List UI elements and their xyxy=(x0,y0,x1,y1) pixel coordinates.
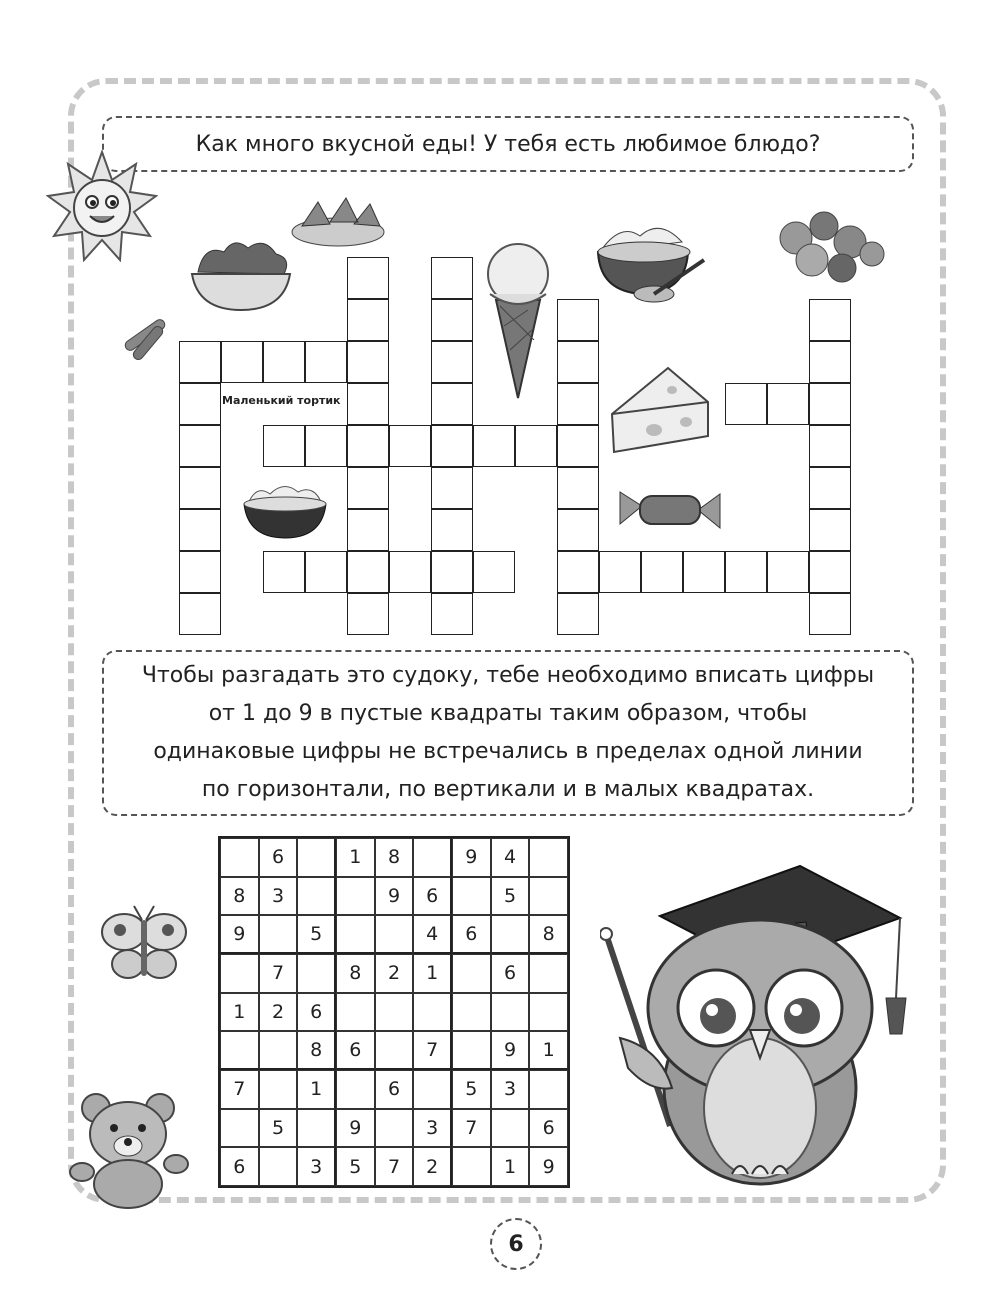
sudoku-cell: 6 xyxy=(297,993,336,1032)
crossword-cell[interactable] xyxy=(809,299,851,341)
sudoku-cell: 6 xyxy=(220,1147,259,1186)
sudoku-cell: 3 xyxy=(413,1109,452,1148)
sudoku-cell: 9 xyxy=(529,1147,568,1186)
butterfly-icon xyxy=(96,904,192,986)
crossword-cell[interactable] xyxy=(809,509,851,551)
sudoku-cell[interactable] xyxy=(259,1031,298,1070)
sudoku-cell: 5 xyxy=(336,1147,375,1186)
sudoku-grid xyxy=(218,836,570,1188)
sudoku-cell: 1 xyxy=(491,1147,530,1186)
header-question: Как много вкусной еды! У тебя есть любимое блюдо? xyxy=(102,116,914,172)
crossword-cell[interactable] xyxy=(641,551,683,593)
sudoku-cell: 5 xyxy=(297,915,336,954)
sudoku-cell: 7 xyxy=(220,1070,259,1109)
crossword-cell[interactable] xyxy=(557,467,599,509)
crossword-cell[interactable] xyxy=(431,341,473,383)
crossword-cell[interactable] xyxy=(305,551,347,593)
sudoku-cell: 1 xyxy=(413,954,452,993)
sudoku-cell: 7 xyxy=(413,1031,452,1070)
crossword-cell[interactable] xyxy=(263,425,305,467)
sudoku-cell: 4 xyxy=(413,915,452,954)
wrapped-candy-icon xyxy=(612,478,728,540)
sudoku-cell[interactable] xyxy=(259,915,298,954)
crossword-cell[interactable] xyxy=(557,551,599,593)
sudoku-cell: 1 xyxy=(336,838,375,877)
crossword-cell[interactable] xyxy=(431,593,473,635)
sudoku-cell: 6 xyxy=(491,954,530,993)
crossword-cell[interactable] xyxy=(809,551,851,593)
sudoku-cell: 5 xyxy=(452,1070,491,1109)
sudoku-cell: 2 xyxy=(375,954,414,993)
teddy-bear-icon xyxy=(68,1092,192,1210)
crossword-cell[interactable] xyxy=(431,299,473,341)
crossword-cell[interactable] xyxy=(179,593,221,635)
sudoku-cell: 6 xyxy=(529,1109,568,1148)
sudoku-cell: 6 xyxy=(336,1031,375,1070)
sudoku-cell[interactable] xyxy=(529,838,568,877)
sudoku-cell[interactable] xyxy=(491,993,530,1032)
sudoku-cell[interactable] xyxy=(297,838,336,877)
breadsticks-icon xyxy=(118,312,174,362)
sudoku-cell: 9 xyxy=(375,877,414,916)
page-number: 6 xyxy=(490,1218,542,1270)
sudoku-cell[interactable] xyxy=(452,954,491,993)
crossword-cell[interactable] xyxy=(179,551,221,593)
sudoku-cell: 5 xyxy=(491,877,530,916)
sudoku-cell[interactable] xyxy=(452,1031,491,1070)
crossword-cell[interactable] xyxy=(809,383,851,425)
cheese-icon xyxy=(608,362,712,458)
crossword-cell[interactable] xyxy=(557,509,599,551)
instruction-line: одинаковые цифры не встречались в пределах одной линии xyxy=(153,739,863,764)
sudoku-cell[interactable] xyxy=(375,915,414,954)
sudoku-cell: 1 xyxy=(220,993,259,1032)
sudoku-cell: 5 xyxy=(259,1109,298,1148)
sudoku-cell: 4 xyxy=(491,838,530,877)
sudoku-cell: 3 xyxy=(297,1147,336,1186)
crossword-cell[interactable] xyxy=(347,341,389,383)
owl-teacher-icon xyxy=(600,858,916,1188)
crossword-cell[interactable] xyxy=(179,425,221,467)
sudoku-cell[interactable] xyxy=(259,1147,298,1186)
crossword-cell[interactable] xyxy=(809,341,851,383)
instruction-line: Чтобы разгадать это судоку, тебе необходимо вписать цифры xyxy=(141,663,875,688)
sudoku-cell: 7 xyxy=(259,954,298,993)
instruction-line: по горизонтали, по вертикали и в малых квадратах. xyxy=(201,777,815,802)
dumplings-bowl-icon xyxy=(590,212,710,308)
crossword-cell[interactable] xyxy=(389,551,431,593)
sudoku-cell[interactable] xyxy=(491,1109,530,1148)
crossword-cell[interactable] xyxy=(599,551,641,593)
crossword-cell[interactable] xyxy=(389,425,431,467)
sudoku-instructions xyxy=(102,650,914,816)
sudoku-cell[interactable] xyxy=(529,1070,568,1109)
sudoku-cell: 3 xyxy=(259,877,298,916)
crossword-cell[interactable] xyxy=(473,425,515,467)
sudoku-cell: 1 xyxy=(529,1031,568,1070)
crossword-cell[interactable] xyxy=(179,341,221,383)
crossword-cell[interactable] xyxy=(263,551,305,593)
sudoku-cell: 8 xyxy=(336,954,375,993)
crossword-cell[interactable] xyxy=(347,257,389,299)
crossword-cell[interactable] xyxy=(431,425,473,467)
sudoku-cell: 1 xyxy=(297,1070,336,1109)
instruction-line: от 1 до 9 в пустые квадраты таким образом, чтобы xyxy=(208,701,808,726)
crossword-cell[interactable] xyxy=(305,425,347,467)
sudoku-cell[interactable] xyxy=(413,993,452,1032)
sudoku-cell[interactable] xyxy=(336,993,375,1032)
sudoku-cell[interactable] xyxy=(336,915,375,954)
sudoku-cell[interactable] xyxy=(297,954,336,993)
crossword-cell[interactable] xyxy=(347,425,389,467)
crossword-cell[interactable] xyxy=(431,509,473,551)
sudoku-cell: 9 xyxy=(220,915,259,954)
crossword-cell[interactable] xyxy=(809,467,851,509)
crossword-cell[interactable] xyxy=(557,341,599,383)
sudoku-cell: 6 xyxy=(452,915,491,954)
sudoku-cell: 6 xyxy=(375,1070,414,1109)
ice-cream-icon xyxy=(482,230,554,400)
sudoku-cell: 8 xyxy=(529,915,568,954)
crossword-cell[interactable] xyxy=(767,383,809,425)
sudoku-cell[interactable] xyxy=(375,1031,414,1070)
crossword-cell[interactable] xyxy=(179,509,221,551)
crossword-cell[interactable] xyxy=(347,551,389,593)
sudoku-cell: 7 xyxy=(375,1147,414,1186)
sudoku-cell: 3 xyxy=(491,1070,530,1109)
crossword-cell[interactable] xyxy=(767,551,809,593)
crossword-cell[interactable] xyxy=(683,551,725,593)
sudoku-cell[interactable] xyxy=(297,1109,336,1148)
crossword-cell[interactable] xyxy=(725,551,767,593)
crossword-cell[interactable] xyxy=(263,341,305,383)
crossword-hint-label: Маленький тортик xyxy=(222,394,341,407)
crossword-cell[interactable] xyxy=(557,383,599,425)
sudoku-cell[interactable] xyxy=(220,1109,259,1148)
sudoku-cell[interactable] xyxy=(491,915,530,954)
crossword-cell[interactable] xyxy=(347,509,389,551)
sudoku-cell[interactable] xyxy=(529,993,568,1032)
sudoku-cell: 7 xyxy=(452,1109,491,1148)
crossword-cell[interactable] xyxy=(473,551,515,593)
sudoku-cell[interactable] xyxy=(336,1070,375,1109)
sudoku-cell[interactable] xyxy=(452,1147,491,1186)
crossword-cell[interactable] xyxy=(515,425,557,467)
sudoku-cell[interactable] xyxy=(259,1070,298,1109)
sudoku-cell: 2 xyxy=(259,993,298,1032)
sudoku-cell: 8 xyxy=(375,838,414,877)
crossword-cell[interactable] xyxy=(179,467,221,509)
sudoku-cell[interactable] xyxy=(529,877,568,916)
crossword-cell[interactable] xyxy=(431,551,473,593)
crossword-cell[interactable] xyxy=(557,425,599,467)
sudoku-cell: 9 xyxy=(452,838,491,877)
crossword-cell[interactable] xyxy=(431,383,473,425)
sudoku-cell: 8 xyxy=(220,877,259,916)
cookies-plate-icon xyxy=(290,192,386,248)
sudoku-cell[interactable] xyxy=(297,877,336,916)
popcorn-bowl-icon xyxy=(240,478,330,540)
sudoku-cell[interactable] xyxy=(413,1070,452,1109)
sudoku-cell[interactable] xyxy=(529,954,568,993)
sudoku-cell[interactable] xyxy=(413,838,452,877)
sudoku-cell[interactable] xyxy=(220,838,259,877)
crossword-cell[interactable] xyxy=(725,383,767,425)
crossword-cell[interactable] xyxy=(557,593,599,635)
sudoku-cell[interactable] xyxy=(452,877,491,916)
sudoku-cell[interactable] xyxy=(220,954,259,993)
sudoku-cell: 6 xyxy=(259,838,298,877)
sudoku-cell: 2 xyxy=(413,1147,452,1186)
sudoku-cell: 9 xyxy=(336,1109,375,1148)
crossword-cell[interactable] xyxy=(347,299,389,341)
gummy-candies-icon xyxy=(766,198,890,288)
sudoku-cell[interactable] xyxy=(220,1031,259,1070)
sudoku-cell: 9 xyxy=(491,1031,530,1070)
crossword-cell[interactable] xyxy=(179,383,221,425)
crossword-cell[interactable] xyxy=(431,257,473,299)
crossword-cell[interactable] xyxy=(221,341,263,383)
salad-bowl-icon xyxy=(184,230,298,314)
sudoku-cell[interactable] xyxy=(452,993,491,1032)
crossword-cell[interactable] xyxy=(305,341,347,383)
crossword-cell[interactable] xyxy=(809,593,851,635)
sudoku-cell[interactable] xyxy=(336,877,375,916)
crossword-cell[interactable] xyxy=(347,467,389,509)
sudoku-cell[interactable] xyxy=(375,1109,414,1148)
sudoku-cell[interactable] xyxy=(375,993,414,1032)
sudoku-cell: 8 xyxy=(297,1031,336,1070)
crossword-cell[interactable] xyxy=(347,383,389,425)
crossword-cell[interactable] xyxy=(347,593,389,635)
crossword-cell[interactable] xyxy=(809,425,851,467)
crossword-cell[interactable] xyxy=(431,467,473,509)
sudoku-cell: 6 xyxy=(413,877,452,916)
